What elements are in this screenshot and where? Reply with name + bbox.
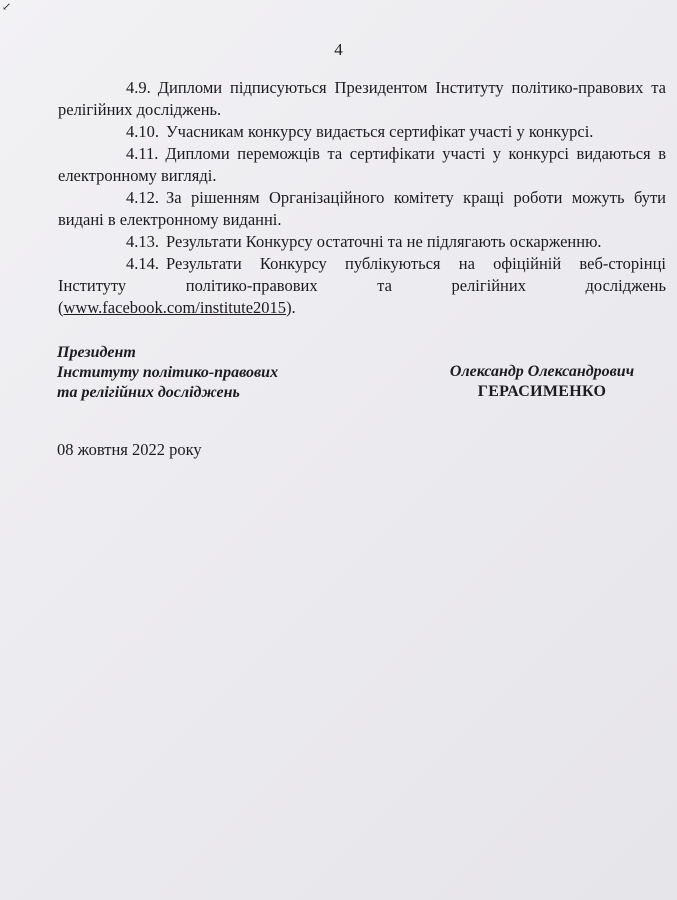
clause-4-11: [58, 143, 666, 187]
clauses-list: [58, 77, 666, 319]
document-date: 08 жовтня 2022 року: [57, 440, 202, 459]
clause-4-9: [58, 77, 666, 121]
page-number: 4: [334, 40, 343, 59]
corner-staple-mark: ↙: [2, 1, 12, 13]
clause-4-13: [58, 231, 666, 253]
clause-text: Результати Конкурсу остаточні та не підлягають оскарженню.: [166, 232, 602, 251]
clause-text: Результати Конкурсу публікуються на офіційній веб-сторінці Інституту політико-правових та релігійних досліджень (: [58, 254, 666, 317]
position-line: та релігійних досліджень: [57, 384, 240, 401]
clause-text: Дипломи переможців та сертифікати участі у конкурсі видаються в електронному вигляді.: [58, 144, 666, 185]
clause-number: 4.10.: [126, 122, 159, 141]
position-line: Президент: [57, 344, 136, 361]
signatory-position: [57, 343, 278, 403]
signatory-given-name: Олександр Олександрович: [449, 363, 635, 380]
clause-number: 4.9.: [126, 78, 151, 97]
clause-text: Учасникам конкурсу видається сертифікат участі у конкурсі.: [166, 122, 594, 141]
clause-number: 4.12.: [126, 188, 159, 207]
clause-number: 4.13.: [126, 232, 159, 251]
clause-text: Дипломи підписуються Президентом Інституту політико-правових та релігійних досліджень.: [58, 78, 666, 119]
signatory-surname: ГЕРАСИМЕНКО: [477, 383, 607, 400]
clause-number: 4.14.: [126, 254, 159, 273]
facebook-link[interactable]: www.facebook.com/institute2015: [63, 298, 287, 317]
clause-4-12: [58, 187, 666, 231]
position-line: Інституту політико-правових: [57, 364, 279, 381]
clause-text-end: ).: [286, 298, 296, 317]
signatory-name: [420, 362, 664, 402]
clause-number: 4.11.: [126, 144, 159, 163]
clause-4-10: [58, 121, 666, 143]
clause-4-14: [58, 253, 666, 319]
clause-text: За рішенням Організаційного комітету кращі роботи можуть бути видані в електронному виданні.: [58, 188, 666, 229]
